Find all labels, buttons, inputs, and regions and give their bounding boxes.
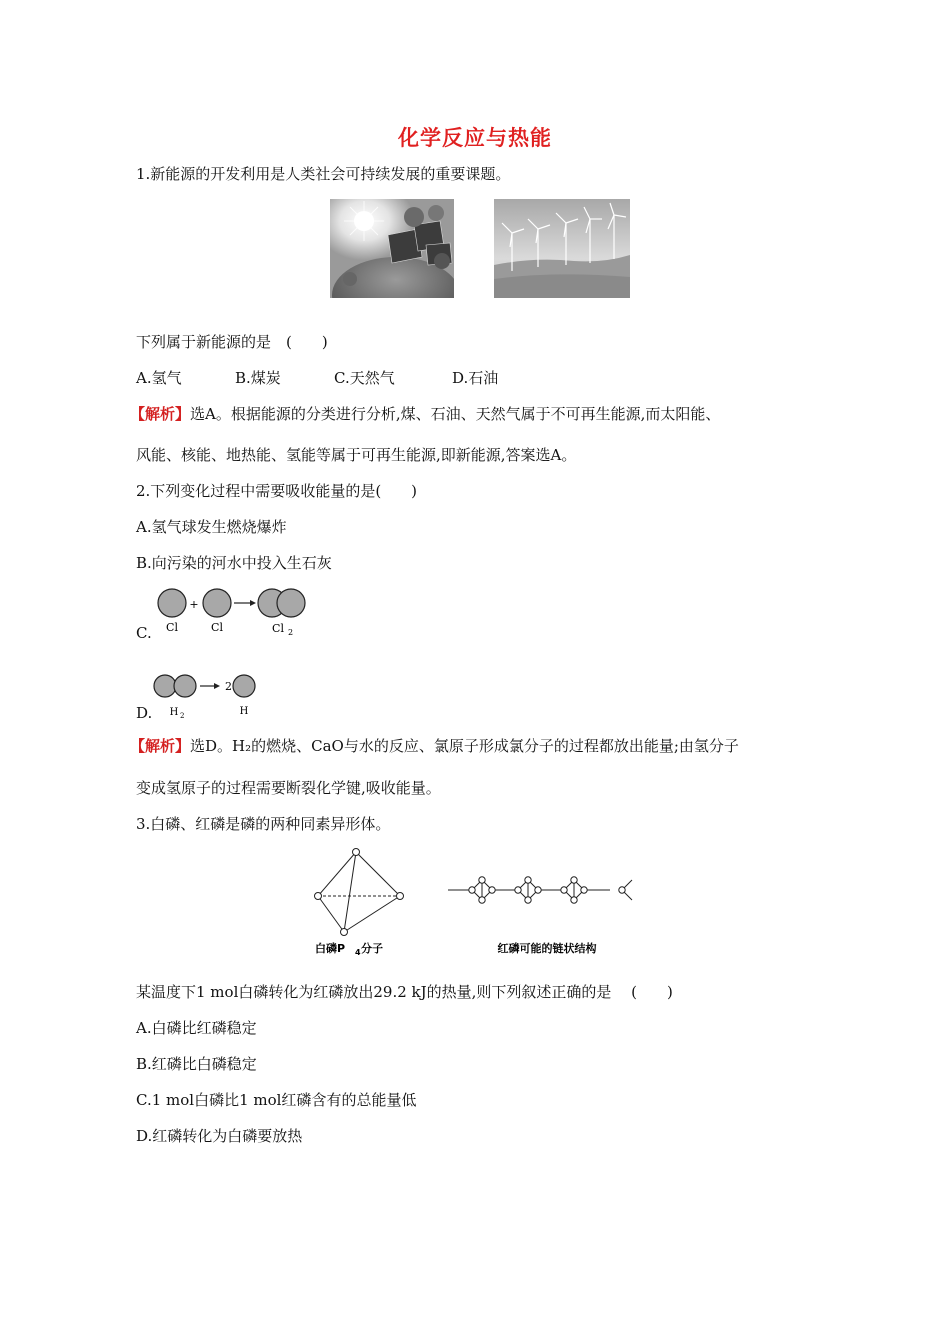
cl2-atom-2 <box>277 589 305 617</box>
plus-sign: + <box>189 598 199 611</box>
h2-label: H <box>169 707 179 718</box>
q2-option-a[interactable]: A.氢气球发生燃烧爆炸 <box>136 518 287 536</box>
wind-turbines-photo <box>494 199 630 298</box>
q1-options <box>136 368 498 388</box>
split-arrow-head <box>214 683 220 689</box>
phosphorus-allotropes-diagram <box>310 848 640 960</box>
h2-atom-2 <box>174 675 196 697</box>
cl-label-1: Cl <box>166 621 178 634</box>
h-atom <box>233 675 255 697</box>
q3-option-b[interactable]: B.红磷比白磷稳定 <box>136 1055 257 1073</box>
hydrogen-molecule-splitting-diagram <box>150 670 262 720</box>
white-phosphorus-label-tail: 分子 <box>361 942 383 955</box>
white-phosphorus-subscript: 4 <box>355 948 361 957</box>
q3-option-a[interactable]: A.白磷比红磷稳定 <box>136 1019 257 1037</box>
q1-option-c[interactable]: C.天然气 <box>334 369 395 387</box>
solar-earth-photo <box>330 199 454 298</box>
q2-analysis-text-1: 选D。H₂的燃烧、CaO与水的反应、氯原子形成氯分子的过程都放出能量;由氢分子 <box>190 737 739 755</box>
q1-question: 下列属于新能源的是 ( ) <box>136 333 328 351</box>
coefficient-2: 2 <box>225 680 232 693</box>
h2-atom-1 <box>154 675 176 697</box>
q3-question: 某温度下1 mol白磷转化为红磷放出29.2 kJ的热量,则下列叙述正确的是 ( ) <box>136 983 673 1001</box>
cl2-label: Cl <box>272 622 284 635</box>
q1-analysis-text-1: 选A。根据能源的分类进行分析,煤、石油、天然气属于不可再生能源,而太阳能、 <box>190 405 721 423</box>
q3-stem: 3.白磷、红磷是磷的两种同素异形体。 <box>136 815 391 833</box>
q1-analysis-tag: 【解析】 <box>130 405 191 423</box>
red-phosphorus-label: 红磷可能的链状结构 <box>497 942 597 955</box>
document-title: 化学反应与热能 <box>398 126 552 150</box>
h2-subscript: 2 <box>180 712 185 720</box>
q3-option-c[interactable]: C.1 mol白磷比1 mol红磷含有的总能量低 <box>136 1091 417 1109</box>
q1-option-d[interactable]: D.石油 <box>452 369 499 387</box>
q1-option-b[interactable]: B.煤炭 <box>235 369 281 387</box>
q1-analysis-line1 <box>130 404 720 424</box>
q2-stem: 2.下列变化过程中需要吸收能量的是( ) <box>136 482 418 500</box>
q1-option-a[interactable]: A.氢气 <box>136 369 182 387</box>
q3-option-d[interactable]: D.红磷转化为白磷要放热 <box>136 1127 303 1145</box>
cl-label-2: Cl <box>211 621 223 634</box>
chlorine-atoms-combining-diagram <box>150 585 310 637</box>
cl-atom-1 <box>158 589 186 617</box>
white-phosphorus-tetrahedron <box>315 849 404 936</box>
white-phosphorus-label: 白磷P <box>315 942 346 955</box>
q2-option-c[interactable]: C. <box>136 624 152 642</box>
q2-option-d[interactable]: D. <box>136 704 153 722</box>
q1-stem: 1.新能源的开发利用是人类社会可持续发展的重要课题。 <box>136 165 511 183</box>
cl2-subscript: 2 <box>288 628 294 637</box>
q2-analysis-tag: 【解析】 <box>130 737 191 755</box>
h-label: H <box>239 706 249 717</box>
q2-analysis-line2: 变成氢原子的过程需要断裂化学键,吸收能量。 <box>136 779 441 797</box>
cl-atom-2 <box>203 589 231 617</box>
reaction-arrow-head <box>250 600 256 606</box>
q2-option-b[interactable]: B.向污染的河水中投入生石灰 <box>136 554 332 572</box>
q1-analysis-line2: 风能、核能、地热能、氢能等属于可再生能源,即新能源,答案选A。 <box>136 446 577 464</box>
q2-analysis-line1 <box>130 736 739 756</box>
